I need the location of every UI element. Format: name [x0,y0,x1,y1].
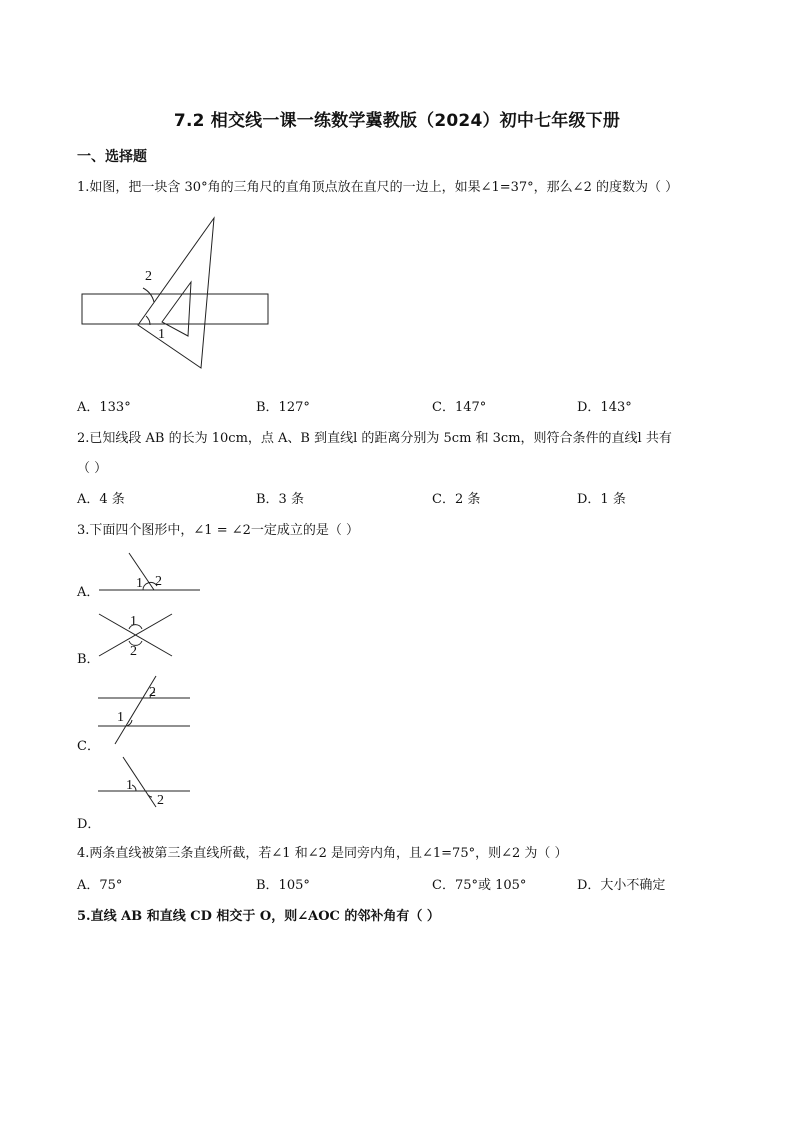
q3-option-b-figure[interactable] [96,608,176,658]
q4-option-c[interactable]: C．75°或 105° [432,878,527,893]
q3-option-d-figure[interactable] [96,755,196,810]
fig-d-label-2: 2 [157,793,164,808]
q4-option-a[interactable]: A．75° [77,878,123,893]
q1-option-d[interactable]: D．143° [577,400,632,415]
q1-option-b[interactable]: B．127° [256,400,310,415]
question-3-text: 3.下面四个图形中，∠1 = ∠2一定成立的是（ ） [77,523,360,538]
q1-option-a[interactable]: A．133° [77,400,131,415]
q3-option-a-letter[interactable]: A． [77,585,100,600]
fig-a-label-2: 2 [155,574,162,589]
q2-option-b[interactable]: B．3 条 [256,492,304,507]
question-1-figure [78,212,278,377]
q4-option-b[interactable]: B．105° [256,878,310,893]
q1-option-c[interactable]: C．147° [432,400,487,415]
q2-option-a[interactable]: A．4 条 [77,492,125,507]
figure-label-1: 1 [158,327,165,342]
q4-option-d[interactable]: D．大小不确定 [577,878,666,893]
q3-option-a-figure[interactable] [96,550,206,595]
document-title: 7.2 相交线一课一练数学冀教版（2024）初中七年级下册 [173,111,621,131]
ruler [82,294,268,324]
q2-option-d[interactable]: D．1 条 [577,492,626,507]
section-heading: 一、选择题 [77,149,147,165]
angle-2-arc [143,288,154,302]
set-square-inner [162,282,191,336]
fig-b-label-1: 1 [130,614,137,629]
fig-c-label-1: 1 [117,710,124,725]
question-2-text: 2.已知线段 AB 的长为 10cm，点 A、B 到直线l 的距离分别为 5cm 和 3cm，则符合条件的直线l 共有 [77,431,672,446]
fig-a-label-1: 1 [136,576,143,591]
q3-option-c-letter[interactable]: C． [77,739,100,754]
q3-option-b-letter[interactable]: B． [77,652,100,667]
q2-option-c[interactable]: C．2 条 [432,492,481,507]
question-1-text: 1.如图，把一块含 30°角的三角尺的直角顶点放在直尺的一边上，如果∠1=37°，那么∠2 的度数为（ ） [77,180,679,195]
question-2-text-cont: （ ） [77,461,108,476]
fig-d-label-1: 1 [126,778,133,793]
fig-c-label-2: 2 [149,685,156,700]
figure-label-2: 2 [145,269,152,284]
question-4-text: 4.两条直线被第三条直线所截，若∠1 和∠2 是同旁内角，且∠1=75°，则∠2 为（ ） [77,846,568,861]
q3-option-d-letter[interactable]: D． [77,817,101,832]
q3-option-c-figure[interactable] [96,672,196,747]
question-5-text: 5.直线 AB 和直线 CD 相交于 O，则∠AOC 的邻补角有（ ） [77,909,440,924]
fig-b-label-2: 2 [130,644,137,659]
